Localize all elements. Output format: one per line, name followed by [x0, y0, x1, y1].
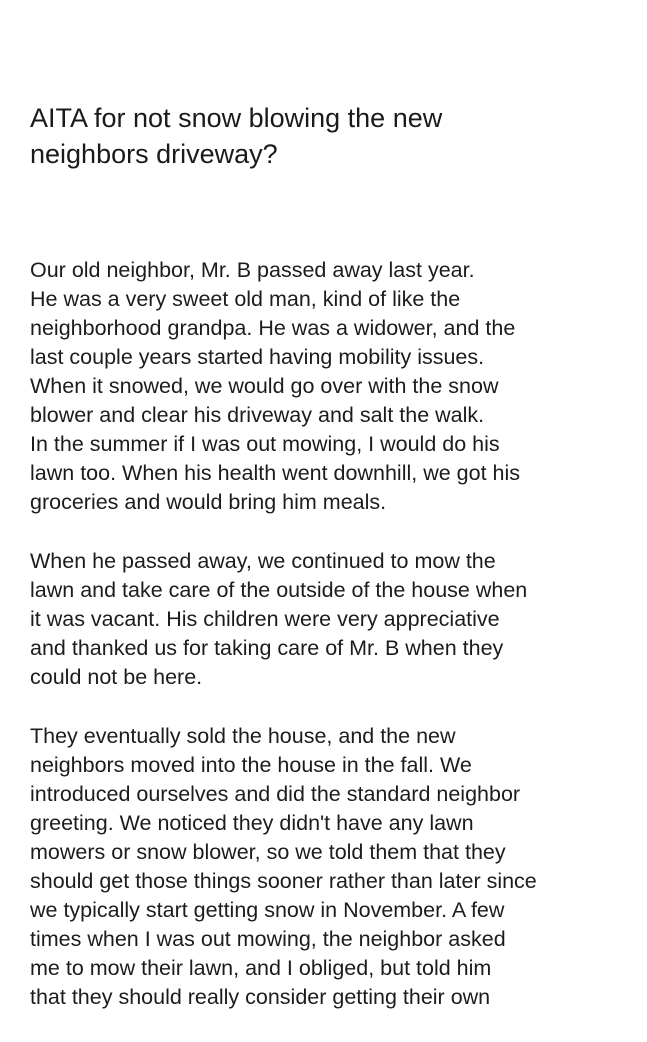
text-line: When it snowed, we would go over with the snow — [30, 374, 499, 398]
text-line: blower and clear his driveway and salt the walk. — [30, 403, 485, 427]
post-title-line: AITA for not snow blowing the new — [30, 103, 443, 133]
paragraph — [30, 722, 630, 1012]
text-line: last couple years started having mobility issues. — [30, 345, 485, 369]
text-line: we typically start getting snow in November. A few — [30, 898, 505, 922]
post-title-line: neighbors driveway? — [30, 139, 278, 169]
text-line: it was vacant. His children were very appreciative — [30, 607, 500, 631]
paragraph — [30, 256, 630, 517]
post-body — [30, 256, 630, 1012]
text-line: In the summer if I was out mowing, I would do his — [30, 432, 500, 456]
text-line: introduced ourselves and did the standard neighbor — [30, 782, 521, 806]
text-line: times when I was out mowing, the neighbor asked — [30, 927, 506, 951]
text-line: mowers or snow blower, so we told them that they — [30, 840, 506, 864]
text-line: me to mow their lawn, and I obliged, but told him — [30, 956, 492, 980]
text-line: and thanked us for taking care of Mr. B when they — [30, 636, 504, 660]
text-line: should get those things sooner rather than later since — [30, 869, 537, 893]
text-line: When he passed away, we continued to mow the — [30, 549, 496, 573]
text-line: greeting. We noticed they didn't have any lawn — [30, 811, 474, 835]
text-line: They eventually sold the house, and the new — [30, 724, 456, 748]
text-line: He was a very sweet old man, kind of like the — [30, 287, 461, 311]
text-line: neighborhood grandpa. He was a widower, and the — [30, 316, 516, 340]
text-line: could not be here. — [30, 665, 203, 689]
text-line: lawn and take care of the outside of the house when — [30, 578, 528, 602]
text-line: groceries and would bring him meals. — [30, 490, 387, 514]
post — [30, 100, 630, 1042]
text-line: lawn too. When his health went downhill, we got his — [30, 461, 520, 485]
text-line: neighbors moved into the house in the fall. We — [30, 753, 472, 777]
paragraph — [30, 547, 630, 692]
text-line: Our old neighbor, Mr. B passed away last year. — [30, 258, 475, 282]
text-line: that they should really consider getting their own — [30, 985, 491, 1009]
post-title — [30, 100, 630, 172]
